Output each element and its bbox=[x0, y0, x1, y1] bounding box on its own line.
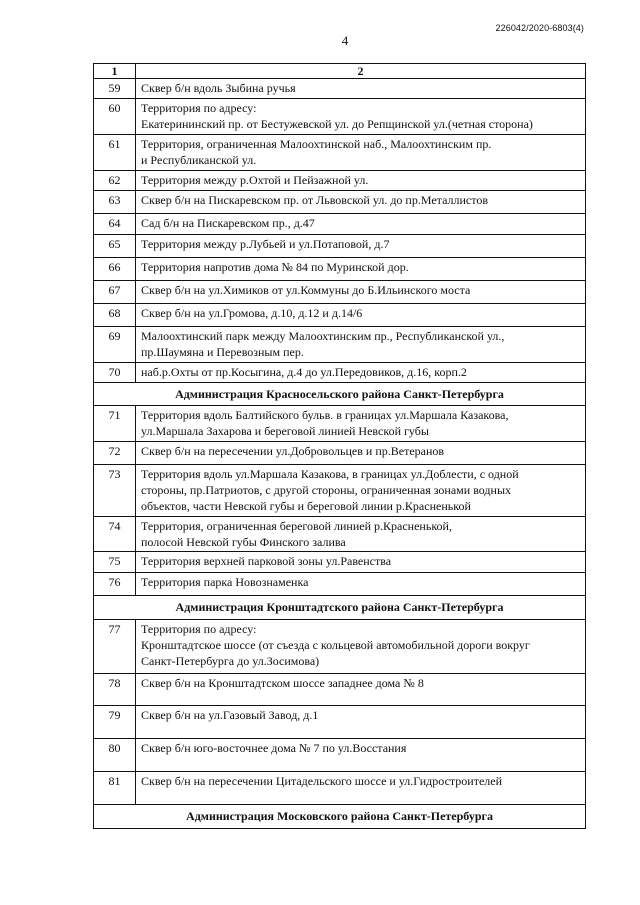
row-description: Территория по адресу: Кронштадтское шоссе (от съезда с кольцевой автомобильной дороги вокруг Санкт-Петербурга до ул.Зосимова) bbox=[136, 620, 586, 674]
row-description: Территория, ограниченная Малоохтинской наб., Малоохтинским пр. и Республиканской ул. bbox=[136, 135, 586, 171]
row-description: Территория вдоль Балтийского бульв. в границах ул.Маршала Казакова, ул.Маршала Захарова и береговой линией Невской губы bbox=[136, 406, 586, 442]
row-number: 63 bbox=[94, 191, 136, 214]
table-row bbox=[94, 327, 586, 363]
row-description: Сквер б/н на ул.Громова, д.10, д.12 и д.14/6 bbox=[136, 304, 586, 327]
row-number: 69 bbox=[94, 327, 136, 363]
table-row bbox=[94, 620, 586, 674]
table-row bbox=[94, 573, 586, 596]
row-description: Территория между р.Охтой и Пейзажной ул. bbox=[136, 171, 586, 191]
section-title: Администрация Кронштадтского района Санкт-Петербурга bbox=[94, 596, 586, 620]
table-row bbox=[94, 363, 586, 383]
table-row bbox=[94, 706, 586, 739]
table-row bbox=[94, 517, 586, 552]
row-description: Малоохтинский парк между Малоохтинским пр., Республиканской ул., пр.Шаумяна и Перевозным пер. bbox=[136, 327, 586, 363]
table-row bbox=[94, 235, 586, 258]
table-row bbox=[94, 79, 586, 99]
row-description: Сквер б/н на пересечении ул.Добровольцев и пр.Ветеранов bbox=[136, 442, 586, 465]
section-header-row bbox=[94, 383, 586, 406]
row-description: Территория верхней парковой зоны ул.Равенства bbox=[136, 552, 586, 573]
row-number: 67 bbox=[94, 281, 136, 304]
row-description: Сквер б/н на пересечении Цитадельского шоссе и ул.Гидростроителей bbox=[136, 772, 586, 805]
row-number: 71 bbox=[94, 406, 136, 442]
table-row bbox=[94, 214, 586, 235]
row-number: 59 bbox=[94, 79, 136, 99]
table-row bbox=[94, 552, 586, 573]
row-number: 74 bbox=[94, 517, 136, 552]
row-number: 62 bbox=[94, 171, 136, 191]
section-title: Администрация Московского района Санкт-Петербурга bbox=[94, 805, 586, 829]
row-number: 80 bbox=[94, 739, 136, 772]
document-number: 226042/2020-6803(4) bbox=[495, 23, 584, 33]
row-number: 61 bbox=[94, 135, 136, 171]
table-row bbox=[94, 772, 586, 805]
row-number: 66 bbox=[94, 258, 136, 281]
table-header-row bbox=[94, 64, 586, 79]
row-description: Сквер б/н на ул.Газовый Завод, д.1 bbox=[136, 706, 586, 739]
row-number: 79 bbox=[94, 706, 136, 739]
row-number: 77 bbox=[94, 620, 136, 674]
row-description: Территория парка Новознаменка bbox=[136, 573, 586, 596]
column-header-number: 1 bbox=[94, 64, 136, 79]
row-description: Сквер б/н юго-восточнее дома № 7 по ул.Восстания bbox=[136, 739, 586, 772]
row-number: 72 bbox=[94, 442, 136, 465]
row-description: Территория между р.Лубьей и ул.Потаповой, д.7 bbox=[136, 235, 586, 258]
section-header-row bbox=[94, 805, 586, 829]
row-description: Сад б/н на Пискаревском пр., д.47 bbox=[136, 214, 586, 235]
table-row bbox=[94, 674, 586, 706]
row-description: Сквер б/н на ул.Химиков от ул.Коммуны до Б.Ильинского моста bbox=[136, 281, 586, 304]
row-number: 81 bbox=[94, 772, 136, 805]
row-number: 76 bbox=[94, 573, 136, 596]
table-row bbox=[94, 442, 586, 465]
table-row bbox=[94, 465, 586, 517]
section-title: Администрация Красносельского района Санкт-Петербурга bbox=[94, 383, 586, 406]
table-row bbox=[94, 258, 586, 281]
row-description: Территория вдоль ул.Маршала Казакова, в границах ул.Доблести, с одной стороны, пр.Патриотов, с другой стороны, ограниченная зонами водных объектов, части Невской губы и береговой линии р.Красненькой bbox=[136, 465, 586, 517]
row-number: 73 bbox=[94, 465, 136, 517]
table-row bbox=[94, 191, 586, 214]
page-number: 4 bbox=[341, 33, 349, 48]
table-row bbox=[94, 304, 586, 327]
row-description: наб.р.Охты от пр.Косыгина, д.4 до ул.Передовиков, д.16, корп.2 bbox=[136, 363, 586, 383]
row-number: 64 bbox=[94, 214, 136, 235]
table-row bbox=[94, 281, 586, 304]
territory-table bbox=[93, 63, 586, 829]
table-row bbox=[94, 99, 586, 135]
row-description: Территория по адресу: Екатерининский пр. от Бестужевской ул. до Репщинской ул.(четная сторона) bbox=[136, 99, 586, 135]
column-header-description: 2 bbox=[136, 64, 586, 79]
row-description: Территория, ограниченная береговой линией р.Красненькой, полосой Невской губы Финского залива bbox=[136, 517, 586, 552]
row-description: Сквер б/н вдоль Зыбина ручья bbox=[136, 79, 586, 99]
table-row bbox=[94, 171, 586, 191]
row-description: Территория напротив дома № 84 по Муринской дор. bbox=[136, 258, 586, 281]
section-header-row bbox=[94, 596, 586, 620]
row-description: Сквер б/н на Кронштадтском шоссе западнее дома № 8 bbox=[136, 674, 586, 706]
row-number: 68 bbox=[94, 304, 136, 327]
table-row bbox=[94, 135, 586, 171]
row-number: 70 bbox=[94, 363, 136, 383]
row-number: 65 bbox=[94, 235, 136, 258]
row-number: 75 bbox=[94, 552, 136, 573]
row-number: 78 bbox=[94, 674, 136, 706]
table-row bbox=[94, 406, 586, 442]
table-row bbox=[94, 739, 586, 772]
row-description: Сквер б/н на Пискаревском пр. от Львовской ул. до пр.Металлистов bbox=[136, 191, 586, 214]
row-number: 60 bbox=[94, 99, 136, 135]
